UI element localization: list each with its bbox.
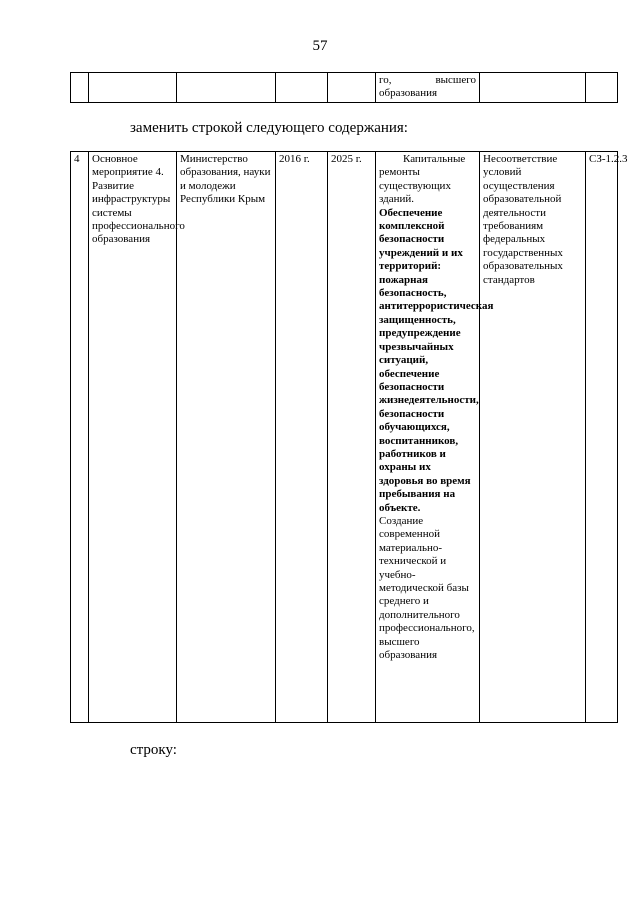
- table-fragment-top: [70, 72, 618, 103]
- page-number: 57: [312, 38, 328, 54]
- cell-end: 2025 г.: [328, 152, 376, 723]
- table-replacement-row: [70, 151, 628, 723]
- result-text-safety: Обеспечение комплексной безопасности учреждений и их территорий: пожарная безопасность, антитеррористическая защищенность, предупреждение чрезвычайных ситуаций, обеспечение безопасности жизнедеятельности, безопасности обучающихся, воспитанников, работников и охраны их здоровья во время пребывания на объекте.: [379, 206, 494, 514]
- table-row: [71, 73, 618, 103]
- cell-consequence: Несоответствие условий осуществления образовательной деятельности требованиям федеральных государственных образовательных стандартов: [480, 152, 586, 723]
- cell-result: го, высшего образования: [376, 73, 480, 103]
- result-text-repairs: Капитальные ремонты существующих зданий.: [379, 153, 466, 206]
- cell-num: [71, 73, 89, 103]
- cell-start: 2016 г.: [276, 152, 328, 723]
- cell-end: [328, 73, 376, 103]
- cell-event: Основное мероприятие 4. Развитие инфраструктуры системы профессионального образования: [89, 152, 177, 723]
- cell-start: [276, 73, 328, 103]
- cell-code: [586, 73, 618, 103]
- intro-text: заменить строкой следующего содержания:: [130, 120, 408, 136]
- cell-num: 4: [71, 152, 89, 723]
- cell-code: СЗ-1.2.3: [586, 152, 618, 723]
- outro-text: строку:: [130, 742, 177, 758]
- cell-event: [89, 73, 177, 103]
- table-row: [71, 152, 618, 723]
- cell-result: [376, 152, 494, 723]
- cell-consequence: [480, 73, 586, 103]
- cell-executor: [177, 73, 276, 103]
- cell-executor: Министерство образования, науки и молодежи Республики Крым: [177, 152, 276, 723]
- result-text-base: Создание современной материально-технической и учебно-методической базы среднего и дополнительного профессионального, высшего образования: [379, 514, 475, 662]
